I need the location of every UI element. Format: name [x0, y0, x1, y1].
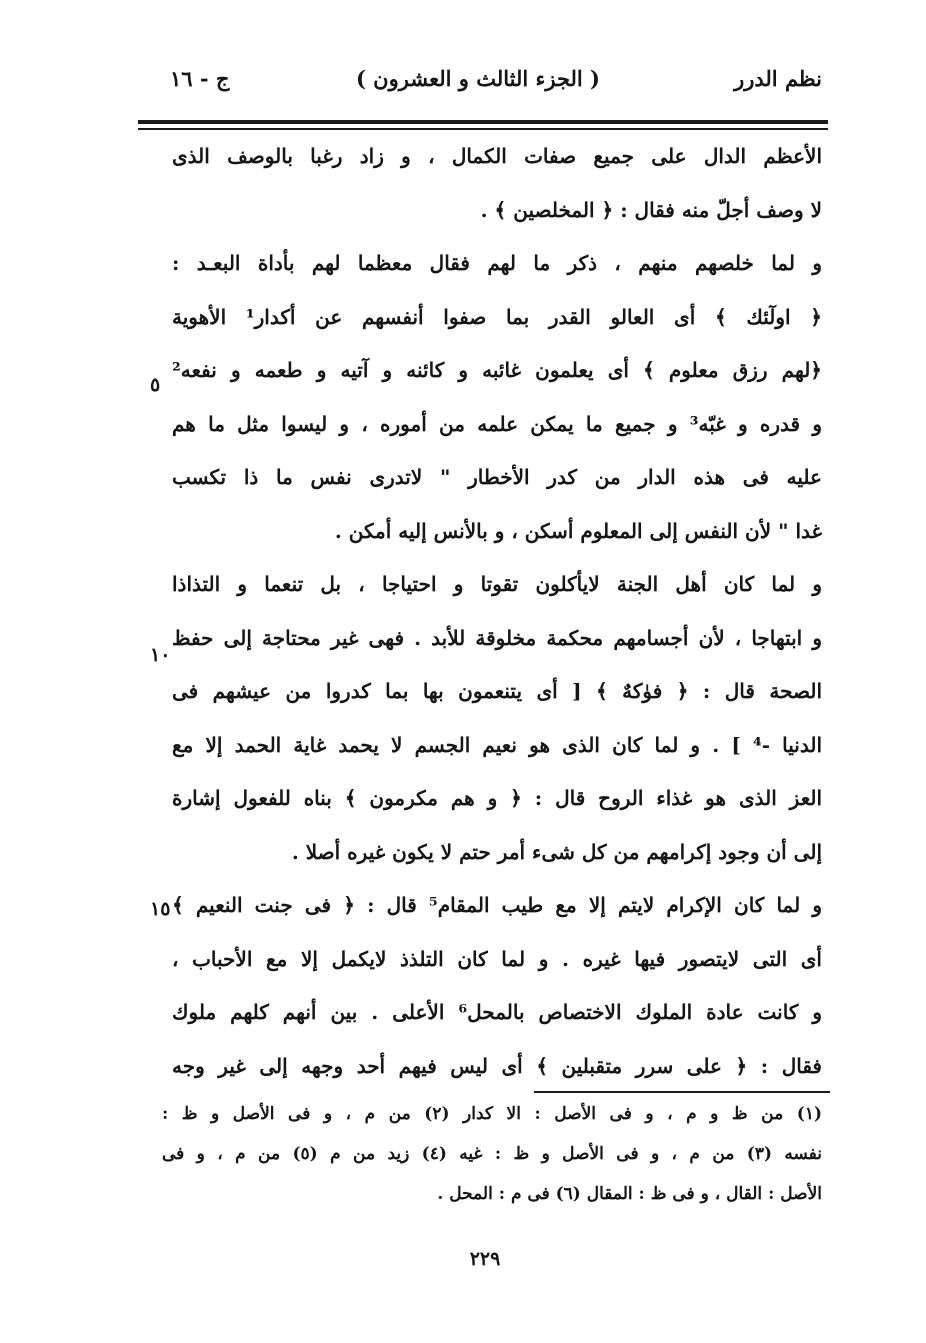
text-line: إلى أن وجود إكرامهم من كل شىء أمر حتم لا يكون غيره أصلا . — [291, 839, 822, 864]
footnote-rule — [534, 1091, 830, 1093]
header-rule-thick — [138, 120, 828, 124]
text-line: أى التى لايتصور فيها غيره . و لما كان التلذذ لايكمل إلا مع الأحباب ، — [172, 946, 822, 971]
margin-line-number: ٥ — [150, 374, 161, 396]
text-line: عليه فى هذه الدار من كدر الأخطار " لاتدرى نفس ما ذا تكسب — [172, 465, 822, 489]
text-line: و لما خلصهم منهم ، ذكر ما لهم فقال معظما لهم بأداة البعـد : — [172, 251, 822, 275]
running-header — [170, 66, 822, 106]
main-text — [172, 130, 822, 1093]
footnote-line: الأصل : القال ، و فى ظ : المقال (٦) فى م : المحل . — [437, 1184, 822, 1204]
text-line: و كانت عادة الملوك الاختصاص بالمحل⁶ الأعلى . بين أنهم كلهم ملوك — [172, 1000, 822, 1024]
page-number: ٢٢٩ — [469, 1248, 501, 1270]
text-line: و قدره و غبّه³ و جميع ما يمكن علمه من أموره ، و ليسوا مثل ما هم — [172, 411, 822, 436]
text-line: ﴿لهم رزق معلوم ﴾ أى يعلمون غائبه و كائنه و آتيه و طعمه و نفعه² — [172, 358, 822, 382]
text-line: ﴿ اولٓئك ﴾ أى العالو القدر بما صفوا أنفسهم عن أكدار¹ الأهوية — [172, 304, 822, 329]
header-book-title: نظم الدرر — [734, 66, 822, 91]
margin-line-number: ١٥ — [150, 898, 171, 920]
footnote-line: (١) من ظ و م ، و فى الأصل : الا كدار (٢) من م ، و فى الأصل و ظ : — [162, 1104, 822, 1124]
text-line: و ابتهاجا ، لأن أجسامهم محكمة مخلوقة للأبد . فهى غير محتاجة إلى حفظ — [172, 625, 822, 650]
text-line: الدنيا -⁴ ] . و لما كان الذى هو نعيم الجسم لا يحمد غاية الحمد إلا مع — [172, 732, 822, 757]
text-line: الصحة قال : ﴿ فوٰكهٌ ﴾ [ أى يتنعمون بها بما كدروا من عيشهم فى — [172, 679, 822, 703]
header-part-title: ( الجزء الثالث و العشرون ) — [355, 66, 600, 91]
text-line: غدا " لأن النفس إلى المعلوم أسكن ، و بالأنس إليه أمكن . — [334, 518, 822, 543]
text-line: فقال : ﴿ على سرر متقبلين ﴾ أى ليس فيهم أحد وجهه إلى غير وجه — [172, 1053, 822, 1078]
text-line: و لما كان الإكرام لايتم إلا مع طيب المقام⁵ قال : ﴿ فى جنت النعيم ﴾ — [172, 893, 822, 917]
footnote-line: نفسه (٣) من م ، و فى الأصل و ظ : غيه (٤) زيد من م (٥) من م ، و فى — [162, 1144, 822, 1164]
text-line: و لما كان أهل الجنة لايأكلون تقوتا و احتياجا ، بل تنعما و التذاذا — [172, 572, 822, 596]
text-line: الأعظم الدال على جميع صفات الكمال ، و زاد رغبا بالوصف الذى — [172, 144, 822, 168]
header-volume: ج - ١٦ — [170, 66, 230, 91]
text-line: العز الذى هو غذاء الروح قال : ﴿ و هم مكرمون ﴾ بناه للفعول إشارة — [172, 786, 822, 810]
footnotes — [162, 1094, 822, 1214]
text-line: لا وصف أجلّ منه فقال : ﴿ المخلصين ﴾ . — [480, 197, 822, 222]
margin-line-number: ١٠ — [150, 644, 171, 666]
